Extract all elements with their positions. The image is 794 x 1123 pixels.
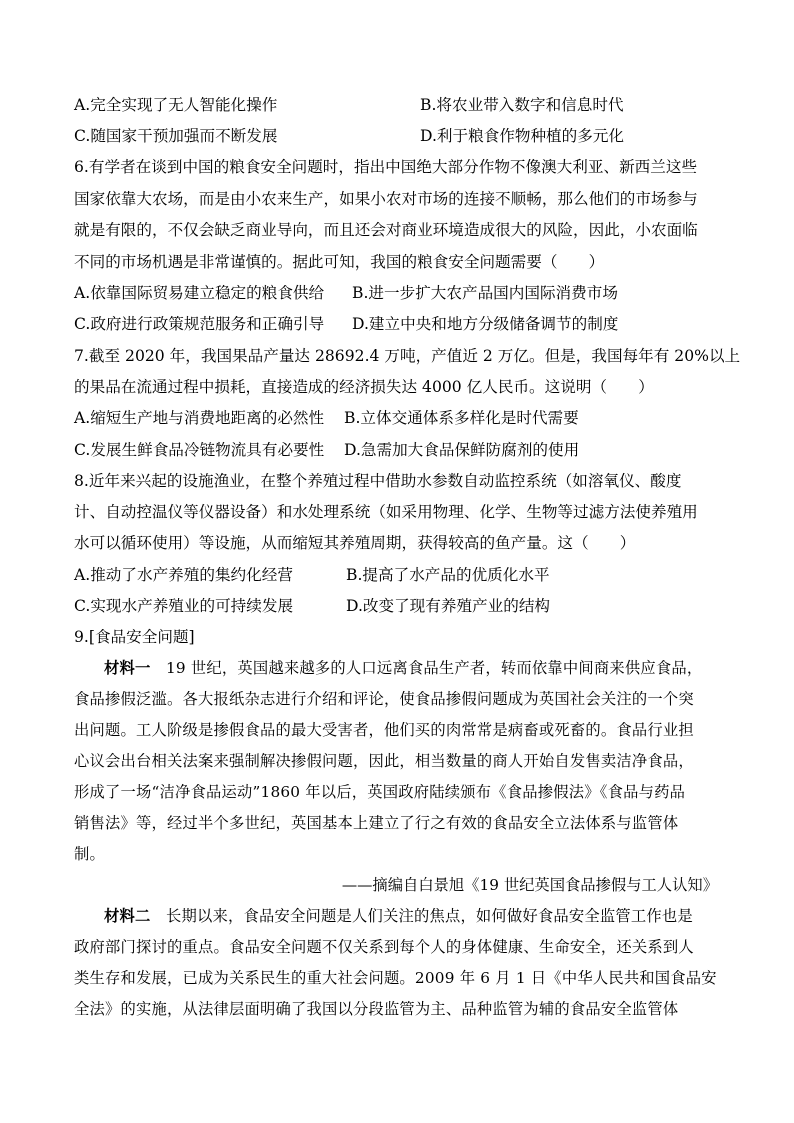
- material-2-first-line: [104, 906, 693, 926]
- material-1-line-2: 食品掺假泛滥。各大报纸杂志进行介绍和评论，使食品掺假问题成为英国社会关注的一个突: [74, 690, 694, 708]
- q7-stem-line-1: 7.截至 2020 年，我国果品产量达 28692.4 万吨，产值近 2 万亿。但是，我国每年有 20%以上: [74, 347, 741, 365]
- material-2-line-3: 类生存和发展，已成为关系民生的重大社会问题。2009 年 6 月 1 日《中华人民共和国食品安: [74, 969, 717, 987]
- material-1-line-3: 出问题。工人阶级是掺假食品的最大受害者，他们买的肉常常是病畜或死畜的。食品行业担: [74, 721, 694, 739]
- material-2-text-start: 长期以来，食品安全问题是人们关注的焦点，如何做好食品安全监管工作也是: [150, 907, 693, 925]
- q8-option-a[interactable]: A.推动了水产养殖的集约化经营: [74, 566, 293, 584]
- q8-stem-line-3: 水可以循环使用）等设施，从而缩短其养殖周期，获得较高的鱼产量。这（ ）: [74, 534, 636, 552]
- q6-option-b[interactable]: B.进一步扩大农产品国内国际消费市场: [352, 284, 618, 302]
- q7-options-row-1: [74, 408, 579, 428]
- material-1-line-7: 制。: [74, 845, 105, 863]
- q7-option-c[interactable]: C.发展生鲜食品冷链物流具有必要性: [74, 441, 325, 459]
- material-1-source: ——摘编自白景旭《19 世纪英国食品掺假与工人认知》: [341, 876, 718, 894]
- material-2-line-2: 政府部门探讨的重点。食品安全问题不仅关系到每个人的身体健康、生命安全，还关系到人: [74, 938, 694, 956]
- q5-options-row-1: [74, 95, 624, 115]
- q5-option-c[interactable]: C.随国家干预加强而不断发展: [74, 127, 278, 145]
- material-1-line-4: 心议会出台相关法案来强制解决掺假问题，因此，相当数量的商人开始自发售卖洁净食品，: [74, 752, 694, 770]
- q5-option-b[interactable]: B.将农业带入数字和信息时代: [420, 96, 624, 114]
- q5-option-a[interactable]: A.完全实现了无人智能化操作: [74, 96, 278, 114]
- q7-option-b[interactable]: B.立体交通体系多样化是时代需要: [344, 409, 579, 427]
- material-2-line-4: 全法》的实施，从法律层面明确了我国以分段监管为主、品种监管为辅的食品安全监管体: [74, 1000, 679, 1018]
- q5-options-row-2: [74, 126, 625, 146]
- material-1-label: 材料一: [104, 659, 151, 677]
- q7-option-d[interactable]: D.急需加大食品保鲜防腐剂的使用: [344, 441, 580, 459]
- q8-options-row-2: [74, 596, 551, 616]
- q5-option-d[interactable]: D.利于粮食作物种植的多元化: [420, 127, 625, 145]
- q8-option-d[interactable]: D.改变了现有养殖产业的结构: [346, 597, 551, 615]
- material-1-line-6: 销售法》等，经过半个多世纪，英国基本上建立了行之有效的食品安全立法体系与监管体: [74, 814, 679, 832]
- q8-options-row-1: [74, 565, 550, 585]
- q7-stem-line-2: 的果品在流通过程中损耗，直接造成的经济损失达 4000 亿人民币。这说明（ ）: [74, 378, 654, 396]
- q6-option-c[interactable]: C.政府进行政策规范服务和正确引导: [74, 315, 325, 333]
- q6-options-row-2: [74, 314, 619, 334]
- q6-stem-line-1: 6.有学者在谈到中国的粮食安全问题时，指出中国绝大部分作物不像澳大利亚、新西兰这些: [74, 158, 698, 176]
- q8-stem-line-2: 计、自动控温仪等仪器设备）和水处理系统（如采用物理、化学、生物等过滤方法使养殖用: [74, 503, 698, 521]
- q7-option-a[interactable]: A.缩短生产地与消费地距离的必然性: [74, 409, 325, 427]
- material-1-line-5: 形成了一场“洁净食品运动”1860 年以后，英国政府陆续颁布《食品掺假法》《食品与药品: [74, 783, 686, 801]
- material-1-text-start: 19 世纪，英国越来越多的人口远离食品生产者，转而依靠中间商来供应食品，: [150, 659, 703, 677]
- q6-stem-line-2: 国家依靠大农场，而是由小农来生产，如果小农对市场的连接不顺畅，那么他们的市场参与: [74, 190, 698, 208]
- q7-options-row-2: [74, 440, 580, 460]
- material-1-first-line: [104, 658, 702, 678]
- q6-stem-line-4: 不同的市场机遇是非常谨慎的。据此可知，我国的粮食安全问题需要（ ）: [74, 253, 605, 271]
- q8-stem-line-1: 8.近年来兴起的设施渔业，在整个养殖过程中借助水参数自动监控系统（如溶氧仪、酸度: [74, 472, 682, 490]
- q9-title: 9.[食品安全问题]: [74, 628, 195, 646]
- q6-stem-line-3: 就是有限的，不仅会缺乏商业导向，而且还会对商业环境造成很大的风险，因此，小农面临: [74, 221, 698, 239]
- q6-option-d[interactable]: D.建立中央和地方分级储备调节的制度: [352, 315, 619, 333]
- q8-option-c[interactable]: C.实现水产养殖业的可持续发展: [74, 597, 294, 615]
- q6-options-row-1: [74, 283, 618, 303]
- q8-option-b[interactable]: B.提高了水产品的优质化水平: [346, 566, 550, 584]
- q6-option-a[interactable]: A.依靠国际贸易建立稳定的粮食供给: [74, 284, 325, 302]
- material-2-label: 材料二: [104, 907, 151, 925]
